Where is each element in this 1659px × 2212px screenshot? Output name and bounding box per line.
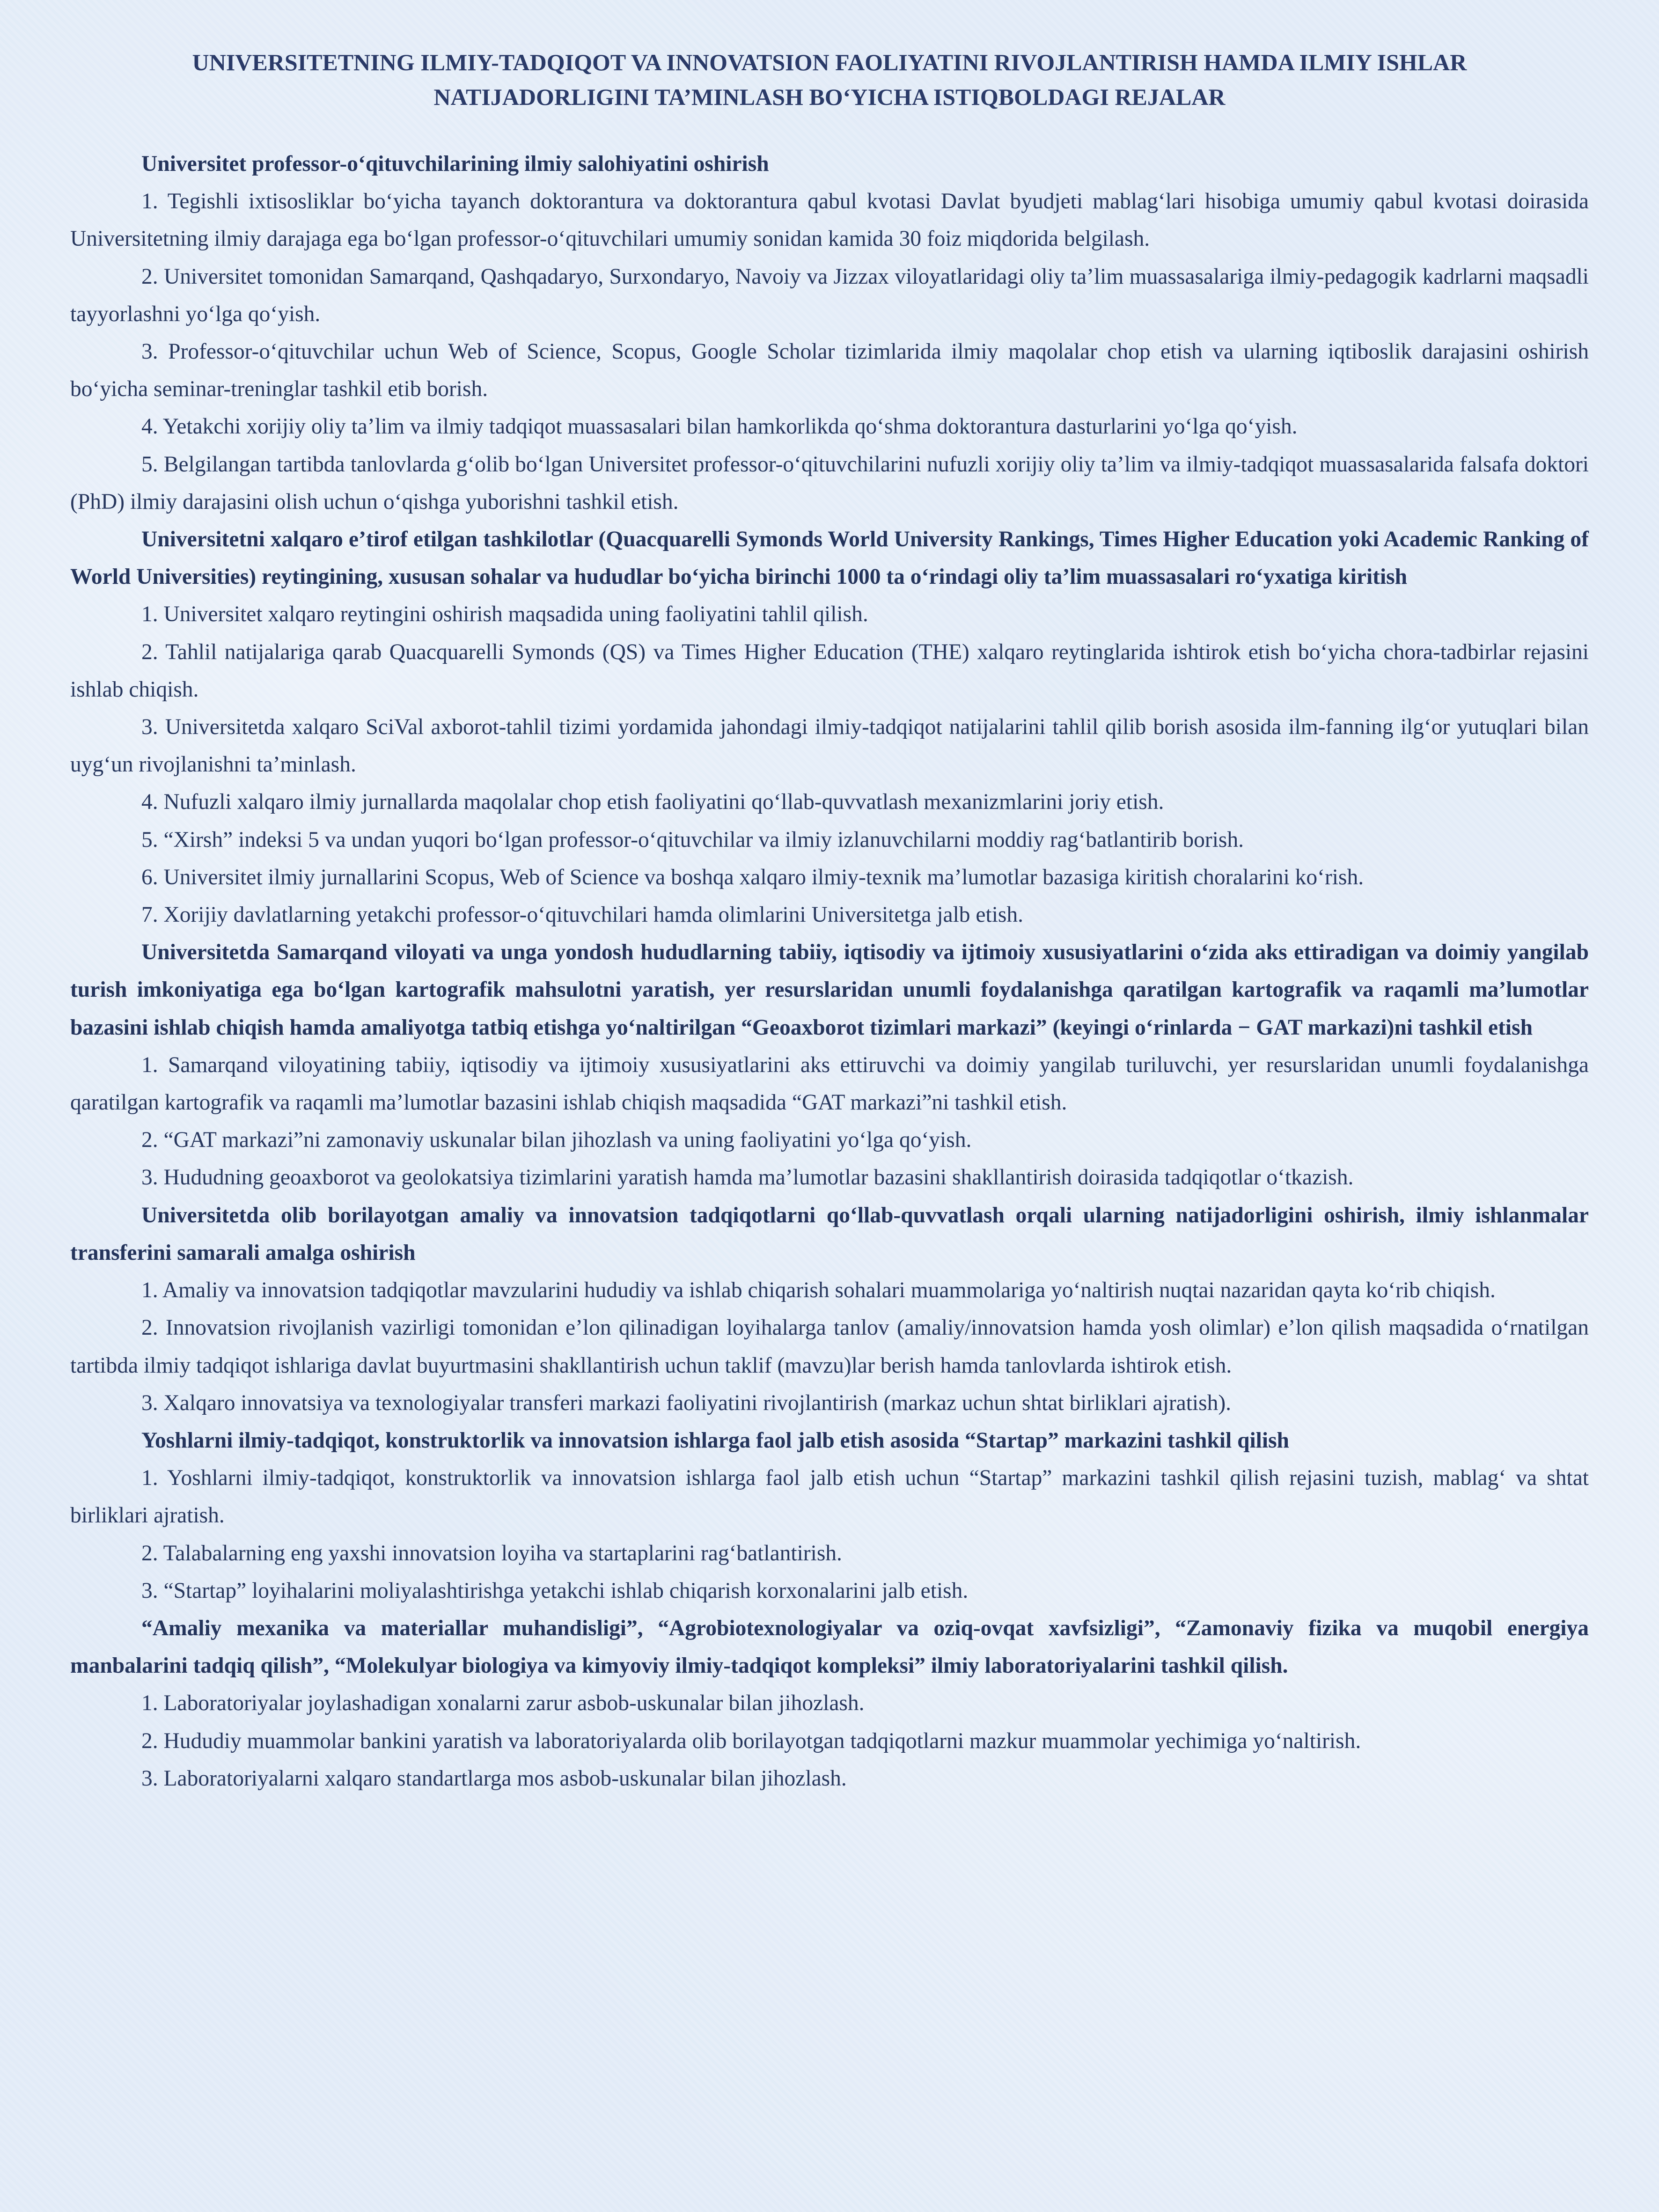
- list-item: 3. Laboratoriyalarni xalqaro standartlarga mos asbob-uskunalar bilan jihozlash.: [141, 1766, 847, 1791]
- section-heading: “Amaliy mexanika va materiallar muhandisligi”, “Agrobiotexnologiyalar va oziq-ovqat xavfsizligi”, “Zamonaviy fizika va muqobil energiya manbalarini tadqiq qilish”, “Molekulyar biologiya va kimyoviy ilmiy-tadqiqot kompleksi” ilmiy laboratoriyalarini tashkil qilish.: [70, 1616, 1589, 1678]
- section-heading: Universitet professor-o‘qituvchilarining ilmiy salohiyatini oshirish: [141, 152, 769, 176]
- section-heading: Universitetni xalqaro e’tirof etilgan tashkilotlar (Quacquarelli Symonds World University Rankings, Times Higher Education yoki Academic Ranking of World Universities) reytingining, xususan sohalar va hududlar bo‘yicha birinchi 1000 ta o‘rindagi oliy ta’lim muassasalari ro‘yxatiga kiritish: [70, 527, 1589, 589]
- list-item: 3. Universitetda xalqaro SciVal axborot-tahlil tizimi yordamida jahondagi ilmiy-tadqiqot natijalarini tahlil qilib borish asosida ilm-fanning ilg‘or yutuqlari bilan uyg‘un rivojlanishni ta’minlash.: [70, 715, 1589, 777]
- section-heading: Universitetda olib borilayotgan amaliy va innovatsion tadqiqotlarni qo‘llab-quvvatlash orqali ularning natijadorligini oshirish, ilmiy ishlanmalar transferini samarali amalga oshirish: [70, 1203, 1589, 1265]
- list-item: 2. Universitet tomonidan Samarqand, Qashqadaryo, Surxondaryo, Navoiy va Jizzax viloyatlaridagi oliy ta’lim muassasalariga ilmiy-pedagogik kadrlarni maqsadli tayyorlashni yo‘lga qo‘yish.: [70, 264, 1589, 326]
- list-item: 5. Belgilangan tartibda tanlovlarda g‘olib bo‘lgan Universitet professor-o‘qituvchilarini nufuzli xorijiy oliy ta’lim va ilmiy-tadqiqot muassasalarida falsafa doktori (PhD) ilmiy darajasini olish uchun o‘qishga yuborishni tashkil etish.: [70, 452, 1589, 514]
- list-item: 4. Yetakchi xorijiy oliy ta’lim va ilmiy tadqiqot muassasalari bilan hamkorlikda qo‘shma doktorantura dasturlarini yo‘lga qo‘yish.: [141, 414, 1298, 439]
- list-item: 1. Yoshlarni ilmiy-tadqiqot, konstruktorlik va innovatsion ishlarga faol jalb etish uchun “Startap” markazini tashkil qilish rejasini tuzish, mablag‘ va shtat birliklari ajratish.: [70, 1466, 1589, 1528]
- list-item: 3. Hududning geoaxborot va geolokatsiya tizimlarini yaratish hamda ma’lumotlar bazasini shakllantirish doirasida tadqiqotlar o‘tkazish.: [141, 1165, 1354, 1190]
- list-item: 1. Amaliy va innovatsion tadqiqotlar mavzularini hududiy va ishlab chiqarish sohalari muammolariga yo‘naltirish nuqtai nazaridan qayta ko‘rib chiqish.: [141, 1278, 1496, 1303]
- list-item: 1. Tegishli ixtisosliklar bo‘yicha tayanch doktorantura va doktorantura qabul kvotasi Davlat byudjeti mablag‘lari hisobiga umumiy qabul kvotasi doirasida Universitetning ilmiy darajaga ega bo‘lgan professor-o‘qituvchilari umumiy sonidan kamida 30 foiz miqdorida belgilash.: [70, 189, 1589, 251]
- list-item: 1. Samarqand viloyatining tabiiy, iqtisodiy va ijtimoiy xususiyatlarini aks ettiruvchi va doimiy yangilab turiluvchi, yer resurslaridan unumli foydalanishga qaratilgan kartografik va raqamli ma’lumotlar bazasini ishlab chiqish maqsadida “GAT markazi”ni tashkil etish.: [70, 1052, 1589, 1115]
- section-heading: Yoshlarni ilmiy-tadqiqot, konstruktorlik va innovatsion ishlarga faol jalb etish asosida “Startap” markazini tashkil qilish: [141, 1428, 1289, 1453]
- list-item: 6. Universitet ilmiy jurnallarini Scopus, Web of Science va boshqa xalqaro ilmiy-texnik ma’lumotlar bazasiga kiritish choralarini ko‘rish.: [141, 865, 1364, 889]
- list-item: 4. Nufuzli xalqaro ilmiy jurnallarda maqolalar chop etish faoliyatini qo‘llab-quvvatlash mexanizmlarini joriy etish.: [141, 790, 1164, 815]
- list-item: 2. Tahlil natijalariga qarab Quacquarelli Symonds (QS) va Times Higher Education (THE) xalqaro reytinglarida ishtirok etish bo‘yicha chora-tadbirlar rejasini ishlab chiqish.: [70, 639, 1589, 702]
- list-item: 2. Talabalarning eng yaxshi innovatsion loyiha va startaplarini rag‘batlantirish.: [141, 1541, 842, 1565]
- list-item: 2. “GAT markazi”ni zamonaviy uskunalar bilan jihozlash va uning faoliyatini yo‘lga qo‘yish.: [141, 1128, 972, 1153]
- list-item: 3. Xalqaro innovatsiya va texnologiyalar transferi markazi faoliyatini rivojlantirish (markaz uchun shtat birliklari ajratish).: [141, 1390, 1232, 1415]
- list-item: 1. Laboratoriyalar joylashadigan xonalarni zarur asbob-uskunalar bilan jihozlash.: [141, 1691, 865, 1716]
- document-body: [70, 145, 1589, 1797]
- list-item: 5. “Xirsh” indeksi 5 va undan yuqori bo‘lgan professor-o‘qituvchilar va ilmiy izlanuvchilarni moddiy rag‘batlantirib borish.: [141, 827, 1244, 852]
- list-item: 3. “Startap” loyihalarini moliyalashtirishga yetakchi ishlab chiqarish korxonalarini jalb etish.: [141, 1578, 969, 1603]
- list-item: 2. Hududiy muammolar bankini yaratish va laboratoriyalarda olib borilayotgan tadqiqotlarni mazkur muammolar yechimiga yo‘naltirish.: [141, 1728, 1361, 1753]
- section-heading: Universitetda Samarqand viloyati va unga yondosh hududlarning tabiiy, iqtisodiy va ijtimoiy xususiyatlarini o‘zida aks ettiradigan va doimiy yangilab turish imkoniyatiga ega bo‘lgan kartografik mahsulotni yaratish, yer resurslaridan unumli foydalanishga qaratilgan kartografik va raqamli ma’lumotlar bazasini ishlab chiqish hamda amaliyotga tatbiq etishga yo‘naltirilgan “Geoaxborot tizimlari markazi” (keyingi o‘rinlarda − GAT markazi)ni tashkil etish: [70, 940, 1589, 1040]
- list-item: 3. Professor-o‘qituvchilar uchun Web of Science, Scopus, Google Scholar tizimlarida ilmiy maqolalar chop etish va ularning iqtiboslik darajasini oshirish bo‘yicha seminar-treninglar tashkil etib borish.: [70, 339, 1589, 402]
- list-item: 1. Universitet xalqaro reytingini oshirish maqsadida uning faoliyatini tahlil qilish.: [141, 602, 868, 627]
- title-line-2: NATIJADORLIGINI TA’MINLASH BO‘YICHA ISTIQBOLDAGI REJALAR: [433, 84, 1226, 110]
- list-item: 7. Xorijiy davlatlarning yetakchi professor-o‘qituvchilari hamda olimlarini Universitetga jalb etish.: [141, 903, 1024, 927]
- title-line-1: UNIVERSITETNING ILMIY-TADQIQOT VA INNOVATSION FAOLIYATINI RIVOJLANTIRISH HAMDA ILMIY ISHLAR: [192, 49, 1467, 75]
- document-title: [89, 45, 1570, 114]
- list-item: 2. Innovatsion rivojlanish vazirligi tomonidan e’lon qilinadigan loyihalarga tanlov (amaliy/innovatsion hamda yosh olimlar) e’lon qilish maqsadida o‘rnatilgan tartibda ilmiy tadqiqot ishlariga davlat buyurtmasini shakllantirish uchun taklif (mavzu)lar berish hamda tanlovlarda ishtirok etish.: [70, 1315, 1589, 1378]
